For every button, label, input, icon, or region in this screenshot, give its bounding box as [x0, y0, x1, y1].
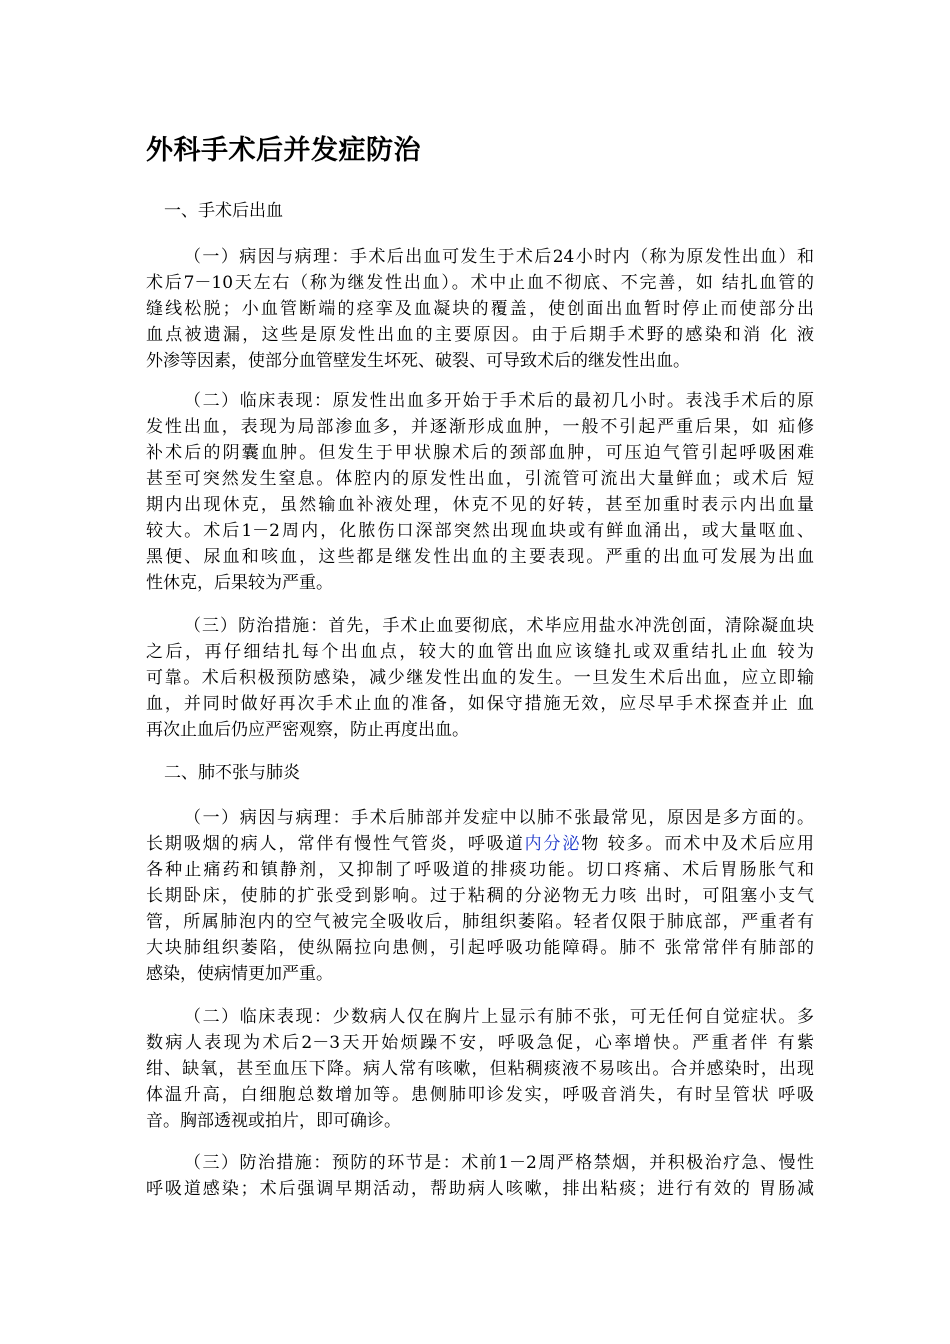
text-line: 体温升高，白细胞总数增加等。患侧肺叩诊发实，呼吸音消失，有时呈管状 呼吸 — [146, 1085, 814, 1105]
page-title: 外科手术后并发症防治 — [146, 135, 421, 166]
text-line: 甚至可突然发生窒息。体腔内的原发性出血，引流管可流出大量鲜血；或术后 短 — [146, 469, 814, 489]
text-line: （一）病因与病理：手术后出血可发生于术后24小时内（称为原发性出血）和 — [184, 247, 814, 267]
section-heading-bleeding: 一、手术后出血 — [164, 201, 283, 221]
text-segment: 物 较多。而术中及术后应用 — [581, 834, 814, 854]
text-line: 大块肺组织萎陷，使纵隔拉向患侧，引起呼吸功能障碍。肺不 张常常伴有肺部的 — [146, 938, 814, 958]
text-line: 音。胸部透视或拍片，即可确诊。 — [146, 1111, 401, 1131]
text-line: （三）防治措施：首先，手术止血要彻底，术毕应用盐水冲洗创面，清除凝血块 — [184, 616, 814, 636]
section-heading-atelectasis: 二、肺不张与肺炎 — [164, 763, 300, 783]
text-line: （二）临床表现：原发性出血多开始于手术后的最初几小时。表浅手术后的原 — [184, 391, 814, 411]
text-line: 补术后的阴囊血肿。但发生于甲状腺术后的颈部血肿，可压迫气管引起呼吸困难 — [146, 443, 814, 463]
text-line: 各种止痛药和镇静剂，又抑制了呼吸道的排痰功能。切口疼痛、术后胃肠胀气和 — [146, 860, 814, 880]
text-line: 术后7－10天左右（称为继发性出血）。术中止血不彻底、不完善，如 结扎血管的 — [146, 273, 814, 293]
paragraph-bleeding-symptoms — [146, 388, 814, 596]
paragraph-bleeding-cause — [146, 244, 814, 374]
endocrine-link[interactable]: 内分泌 — [524, 834, 582, 854]
paragraph-atelectasis-prevention — [146, 1150, 814, 1202]
text-line-with-link — [146, 831, 814, 857]
text-line: 绀、缺氧，甚至血压下降。病人常有咳嗽，但粘稠痰液不易咳出。合并感染时，出现 — [146, 1059, 814, 1079]
text-line: 较大。术后1－2周内，化脓伤口深部突然出现血块或有鲜血涌出，或大量呕血、 — [146, 521, 814, 541]
text-line: 管，所属肺泡内的空气被完全吸收后，肺组织萎陷。轻者仅限于肺底部，严重者有 — [146, 912, 814, 932]
text-line: 可靠。术后积极预防感染，减少继发性出血的发生。一旦发生术后出血，应立即输 — [146, 668, 814, 688]
text-line: （一）病因与病理：手术后肺部并发症中以肺不张最常见，原因是多方面的。 — [184, 808, 814, 828]
text-line: 再次止血后仍应严密观察，防止再度出血。 — [146, 720, 469, 740]
paragraph-atelectasis-cause — [146, 805, 814, 987]
text-line: 之后，再仔细结扎每个出血点，较大的血管出血应该缝扎或双重结扎止血 较为 — [146, 642, 814, 662]
text-line: 外渗等因素，使部分血管壁发生坏死、破裂、可导致术后的继发性出血。 — [146, 351, 690, 371]
text-line: （二）临床表现：少数病人仅在胸片上显示有肺不张，可无任何自觉症状。多 — [184, 1007, 814, 1027]
text-line: 呼吸道感染；术后强调早期活动，帮助病人咳嗽，排出粘痰；进行有效的 胃肠减 — [146, 1179, 814, 1199]
text-line: 缝线松脱；小血管断端的痉挛及血凝块的覆盖，使创面出血暂时停止而使部分出 — [146, 299, 814, 319]
text-line: 血，并同时做好再次手术止血的准备，如保守措施无效，应尽早手术探查并止 血 — [146, 694, 814, 714]
text-segment: 长期吸烟的病人，常伴有慢性气管炎，呼吸道 — [146, 834, 525, 854]
text-line: 感染，使病情更加严重。 — [146, 964, 333, 984]
paragraph-atelectasis-symptoms — [146, 1004, 814, 1134]
text-line: 数病人表现为术后2－3天开始烦躁不安，呼吸急促，心率增快。严重者伴 有紫 — [146, 1033, 814, 1053]
text-line: （三）防治措施：预防的环节是：术前1－2周严格禁烟，并积极治疗急、慢性 — [184, 1153, 814, 1173]
text-line: 性休克，后果较为严重。 — [146, 573, 333, 593]
text-line: 血点被遗漏，这些是原发性出血的主要原因。由于后期手术野的感染和消 化 液 — [146, 325, 814, 345]
text-line: 发性出血，表现为局部渗血多，并逐渐形成血肿，一般不引起严重后果，如 疝修 — [146, 417, 814, 437]
text-line: 期内出现休克，虽然输血补液处理，休克不见的好转，甚至加重时表示内出血量 — [146, 495, 814, 515]
text-line: 长期卧床，使肺的扩张受到影响。过于粘稠的分泌物无力咳 出时，可阻塞小支气 — [146, 886, 814, 906]
text-line: 黑便、尿血和咳血，这些都是继发性出血的主要表现。严重的出血可发展为出血 — [146, 547, 814, 567]
paragraph-bleeding-prevention — [146, 613, 814, 743]
